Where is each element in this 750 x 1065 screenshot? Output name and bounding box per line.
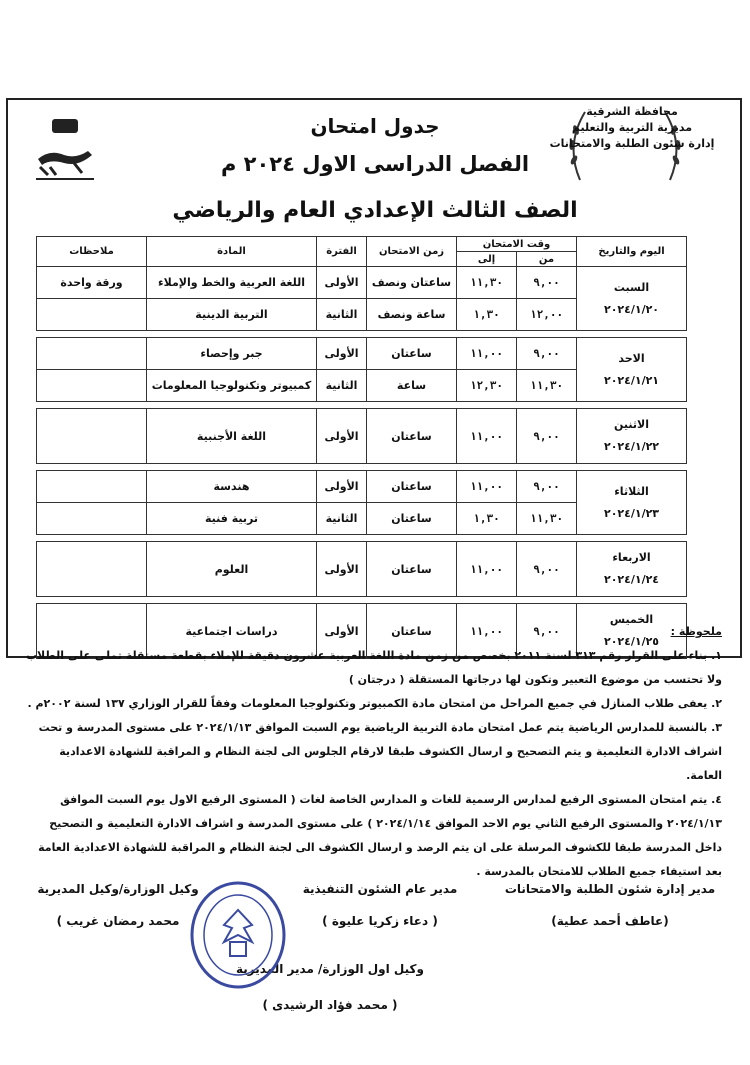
notes-cell: ورقة واحدة (37, 267, 147, 299)
notes-cell (37, 338, 147, 370)
time-from-cell: ٩,٠٠ (517, 267, 577, 299)
note-item-3: ٣. بالنسبة للمدارس الرياضية يتم عمل امتحان مادة التربية الرياضية يوم السبت الموافق ٢٠٢٤/١/١٣ على مستوى المدرسة و تحت اشراف الادارة التعليمية و يتم التصحيح و ارسال الكشوف طبقا لارقام الجلوس الى لجنة النظام و المراقبة للشهادة الاعدادية العامة. (38, 721, 722, 782)
day-name: الخميس (609, 613, 654, 626)
table-row (37, 471, 687, 503)
table-row (37, 267, 687, 299)
duration-cell: ساعتان (367, 503, 457, 535)
table-gap-row (37, 535, 687, 542)
period-cell: الأولى (317, 409, 367, 464)
signature-block-executive-affairs (280, 882, 480, 928)
day-name: الاثنين (614, 418, 649, 431)
time-to-cell: ١١,٠٠ (457, 542, 517, 597)
department-name: إدارة شئون الطلبة والامتحانات (549, 137, 715, 150)
signature-name: ( محمد فؤاد الرشيدى ) (262, 998, 398, 1012)
notes-cell (37, 409, 147, 464)
notes-heading: ملحوظة : (670, 625, 722, 638)
day-date: ٢٠٢٤/١/٢٥ (603, 635, 660, 648)
duration-cell: ساعتان ونصف (367, 267, 457, 299)
period-cell: الأولى (317, 338, 367, 370)
table-gap-row (37, 402, 687, 409)
time-to-cell: ١١,٠٠ (457, 604, 517, 659)
day-date: ٢٠٢٤/١/٢٣ (603, 506, 660, 520)
title-grade: الصف الثالث الإعدادي العام والرياضي (172, 198, 578, 223)
time-to-cell: ١١,٠٠ (457, 471, 517, 503)
period-cell: الثانية (317, 299, 367, 331)
day-date: ٢٠٢٤/١/٢٢ (603, 440, 660, 453)
day-name: الاحد (618, 351, 645, 365)
subject-cell: اللغة العربية والخط والإملاء (147, 267, 317, 299)
day-name: الثلاثاء (614, 484, 649, 498)
time-from-cell: ٩,٠٠ (517, 338, 577, 370)
signature-title: وكيل الوزارة/وكيل المديرية (37, 882, 199, 896)
period-cell: الثانية (317, 503, 367, 535)
duration-cell: ساعتان (367, 409, 457, 464)
day-name: الاربعاء (612, 551, 651, 564)
signature-name: ( دعاء زكريا عليوة ) (322, 914, 438, 928)
subject-cell: دراسات اجتماعية (147, 604, 317, 659)
period-cell: الثانية (317, 370, 367, 402)
notes-section (22, 620, 722, 884)
day-date-cell (577, 542, 687, 597)
notes-cell (37, 503, 147, 535)
period-cell: الأولى (317, 267, 367, 299)
time-to-cell: ١٢,٣٠ (457, 370, 517, 402)
header-to: إلى (457, 252, 517, 267)
note-item-2: ٢. يعفى طلاب المنازل في جميع المراحل من امتحان مادة الكمبيوتر وتكنولوجيا المعلومات وفقاً للقرار الوزاري ١٣٧ لسنة ٢٠٠٢م . (27, 697, 722, 710)
duration-cell: ساعة (367, 370, 457, 402)
time-from-cell: ٩,٠٠ (517, 604, 577, 659)
day-name: السبت (613, 280, 650, 294)
subject-cell: هندسة (147, 471, 317, 503)
time-to-cell: ١١,٠٠ (457, 409, 517, 464)
signature-name: (عاطف أحمد عطية) (551, 914, 669, 928)
time-from-cell: ١٢,٠٠ (517, 299, 577, 331)
governorate-name: محافظة الشرقية (586, 105, 678, 118)
period-cell: الأولى (317, 542, 367, 597)
duration-cell: ساعتان (367, 542, 457, 597)
duration-cell: ساعتان (367, 338, 457, 370)
signature-title: مدير إدارة شئون الطلبة والامتحانات (504, 882, 716, 896)
time-to-cell: ١١,٣٠ (457, 267, 517, 299)
day-date-cell (577, 471, 687, 535)
table-row (37, 542, 687, 597)
subject-cell: كمبيوتر وتكنولوجيا المعلومات (147, 370, 317, 402)
table-gap-row (37, 464, 687, 471)
directorate-name: مديرية التربية والتعليم (571, 121, 693, 134)
notes-cell (37, 471, 147, 503)
notes-cell (37, 370, 147, 402)
table-gap-row (37, 597, 687, 604)
header-subject: المادة (147, 237, 317, 267)
day-date-cell (577, 409, 687, 464)
duration-cell: ساعتان (367, 604, 457, 659)
time-from-cell: ٩,٠٠ (517, 471, 577, 503)
day-date-cell (577, 338, 687, 402)
day-date: ٢٠٢٤/١/٢٤ (603, 573, 660, 586)
period-cell: الأولى (317, 471, 367, 503)
signature-block-students-affairs (490, 882, 730, 928)
table-gap-row (37, 331, 687, 338)
table-row (37, 338, 687, 370)
time-to-cell: ١,٣٠ (457, 299, 517, 331)
header-period: الفترة (317, 237, 367, 267)
title-semester: الفصل الدراسى الاول ٢٠٢٤ م (220, 152, 530, 176)
time-to-cell: ١١,٠٠ (457, 338, 517, 370)
signature-title: وكيل اول الوزارة/ مدير المديرية (236, 962, 424, 976)
signature-title: مدير عام الشئون التنفيذية (302, 882, 458, 896)
time-to-cell: ١,٣٠ (457, 503, 517, 535)
subject-cell: اللغة الأجنبية (147, 409, 317, 464)
subject-cell: التربية الدينية (147, 299, 317, 331)
header-from: من (517, 252, 577, 267)
table-row (37, 409, 687, 464)
note-item-1: ١. بناء على القرار رقم ٣١٣ لسنة ٢٠١١ بخصص من زمن مادة اللغة العربية عشرون دقيقة للإملاء بقطعة مستقلة تملى على الطلاب ولا تحتسب من موضوع التعبير وتكون لها درجاتها المستقلة ( درجتان ) (26, 649, 722, 686)
title-exam-schedule: جدول امتحان (310, 114, 440, 138)
day-date: ٢٠٢٤/١/٢١ (603, 373, 660, 387)
period-cell: الأولى (317, 604, 367, 659)
exam-schedule-table (36, 236, 687, 659)
official-seal-icon (188, 880, 288, 990)
note-item-4: ٤. يتم امتحان المستوى الرفيع لمدارس الرسمية للغات و المدارس الخاصة لغات ( المستوى الرفيع الاول يوم السبت الموافق ٢٠٢٤/١/١٣ والمستوى الرفيع الثاني يوم الاحد الموافق ٢٠٢٤/١/١٤ ) على مستوى المدرسة و اشراف الادارة التعليمية و التصحيح داخل المدرسة طبقا للكشوف المرسلة على ان يتم الرصد و ارسال الكشوف الى لجنة النظام و المراقبة للشهادة الاعدادية العامة بعد استيفاء جميع الطلاب للامتحان بالمدرسة . (38, 793, 722, 878)
time-from-cell: ٩,٠٠ (517, 542, 577, 597)
header-duration: زمن الامتحان (367, 237, 457, 267)
time-from-cell: ١١,٣٠ (517, 370, 577, 402)
signature-name: محمد رمضان غريب ) (56, 914, 180, 928)
notes-cell (37, 299, 147, 331)
subject-cell: العلوم (147, 542, 317, 597)
day-date-cell (577, 267, 687, 331)
subject-cell: تربية فنية (147, 503, 317, 535)
day-date: ٢٠٢٤/١/٢٠ (603, 302, 660, 316)
header-day-date: اليوم والتاريخ (577, 237, 687, 267)
notes-cell (37, 542, 147, 597)
header-notes: ملاحظات (37, 237, 147, 267)
duration-cell: ساعة ونصف (367, 299, 457, 331)
subject-cell: جبر وإحصاء (147, 338, 317, 370)
header-exam-time: وقت الامتحان (457, 237, 577, 252)
time-from-cell: ٩,٠٠ (517, 409, 577, 464)
duration-cell: ساعتان (367, 471, 457, 503)
time-from-cell: ١١,٣٠ (517, 503, 577, 535)
